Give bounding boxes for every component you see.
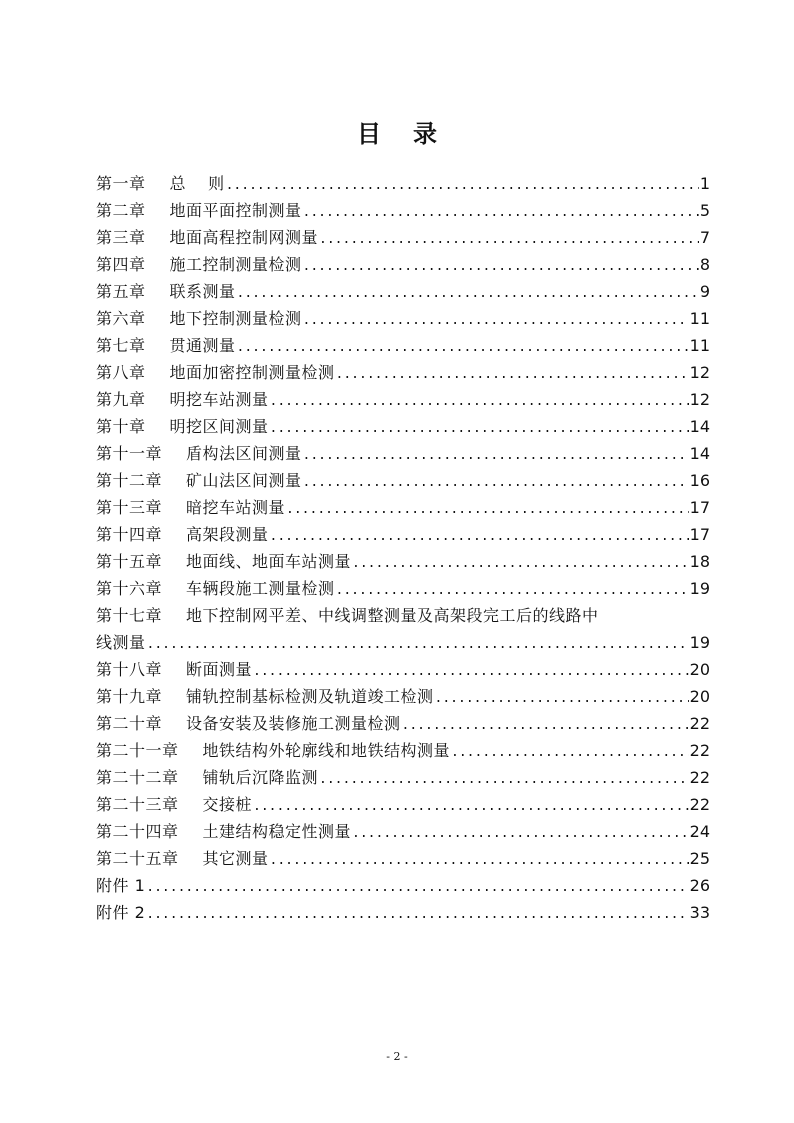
toc-appendix-entry[interactable] bbox=[96, 872, 710, 899]
toc-entry[interactable] bbox=[96, 845, 710, 872]
toc-entry[interactable] bbox=[96, 683, 710, 710]
toc-entry[interactable] bbox=[96, 791, 710, 818]
toc-entry[interactable] bbox=[96, 440, 710, 467]
toc-page-number: 20 bbox=[689, 660, 710, 679]
toc-page-number: 22 bbox=[689, 714, 710, 733]
toc-entry[interactable] bbox=[96, 386, 710, 413]
toc-leader bbox=[319, 226, 699, 251]
toc-title: 地面平面控制测量 bbox=[169, 201, 302, 220]
toc-chapter: 第二十五章 bbox=[96, 849, 179, 868]
toc-title: 设备安装及装修施工测量检测 bbox=[186, 714, 401, 733]
toc-chapter: 第二十章 bbox=[96, 714, 163, 733]
toc-title: 明挖车站测量 bbox=[169, 390, 269, 409]
toc-entry[interactable] bbox=[96, 224, 710, 251]
toc-title: 施工控制测量检测 bbox=[169, 255, 302, 274]
toc-appendix-title: 附件 1 bbox=[96, 876, 146, 895]
toc-page-number: 8 bbox=[699, 255, 710, 274]
title-char-right: 录 bbox=[413, 120, 437, 148]
toc-chapter: 第二十四章 bbox=[96, 822, 179, 841]
toc-title: 铺轨控制基标检测及轨道竣工检测 bbox=[186, 687, 434, 706]
toc-chapter: 第二十三章 bbox=[96, 795, 179, 814]
toc-title: 地面加密控制测量检测 bbox=[169, 363, 335, 382]
toc-title: 地下控制网平差、中线调整测量及高架段完工后的线路中 bbox=[186, 606, 599, 625]
toc-page-number: 9 bbox=[699, 282, 710, 301]
toc-title: 地下控制测量检测 bbox=[169, 309, 302, 328]
toc-page-number: 22 bbox=[689, 741, 710, 760]
toc-page-number: 33 bbox=[689, 903, 710, 922]
toc-page-number: 19 bbox=[689, 579, 710, 598]
toc-title: 地铁结构外轮廓线和地铁结构测量 bbox=[202, 741, 451, 760]
toc-title: 其它测量 bbox=[202, 849, 269, 868]
toc-page-number: 26 bbox=[689, 876, 710, 895]
toc-chapter: 第十三章 bbox=[96, 498, 163, 517]
toc-leader bbox=[336, 577, 689, 602]
toc-chapter: 第二十二章 bbox=[96, 768, 179, 787]
toc-appendix-title: 附件 2 bbox=[96, 903, 146, 922]
toc-chapter: 第十四章 bbox=[96, 525, 163, 544]
toc-entry[interactable] bbox=[96, 575, 710, 602]
toc-leader bbox=[270, 523, 689, 548]
toc-page-number: 16 bbox=[689, 471, 710, 490]
toc-chapter: 第九章 bbox=[96, 390, 146, 409]
toc-chapter: 第三章 bbox=[96, 228, 146, 247]
toc-leader bbox=[226, 172, 699, 197]
toc-title: 地面线、地面车站测量 bbox=[186, 552, 352, 571]
page-footer-number: - 2 - bbox=[386, 1050, 408, 1063]
toc-leader bbox=[435, 685, 689, 710]
toc-title: 贯通测量 bbox=[169, 336, 236, 355]
toc-title: 总 则 bbox=[169, 174, 225, 193]
toc-leader bbox=[270, 847, 689, 872]
toc-leader bbox=[352, 820, 689, 845]
toc-leader bbox=[237, 280, 699, 305]
toc-leader bbox=[451, 739, 689, 764]
toc-chapter: 第四章 bbox=[96, 255, 146, 274]
toc-leader bbox=[303, 469, 689, 494]
toc-entry[interactable] bbox=[96, 305, 710, 332]
toc-leader bbox=[319, 766, 689, 791]
toc-page-number: 11 bbox=[689, 309, 710, 328]
toc-title: 矿山法区间测量 bbox=[186, 471, 302, 490]
toc-leader bbox=[303, 199, 699, 224]
toc-page-number: 22 bbox=[689, 795, 710, 814]
toc-entry-line-1 bbox=[96, 602, 710, 629]
toc-page-number: 1 bbox=[699, 174, 710, 193]
toc-entry[interactable] bbox=[96, 413, 710, 440]
toc-title: 土建结构稳定性测量 bbox=[202, 822, 352, 841]
toc-page-number: 20 bbox=[689, 687, 710, 706]
title-char-left: 目 bbox=[357, 120, 381, 148]
toc-leader bbox=[303, 442, 689, 467]
toc-entry[interactable] bbox=[96, 467, 710, 494]
toc-chapter: 第八章 bbox=[96, 363, 146, 382]
toc-entry-wrapped[interactable] bbox=[96, 602, 710, 656]
toc-entry[interactable] bbox=[96, 737, 710, 764]
toc-leader bbox=[146, 901, 688, 926]
toc-entry[interactable] bbox=[96, 764, 710, 791]
toc-page-number: 12 bbox=[689, 390, 710, 409]
toc-entry-line-2 bbox=[96, 629, 710, 656]
toc-entry[interactable] bbox=[96, 521, 710, 548]
toc-leader bbox=[237, 334, 689, 359]
toc-leader bbox=[402, 712, 689, 737]
toc-page-number: 5 bbox=[699, 201, 710, 220]
toc-leader bbox=[352, 550, 689, 575]
toc-chapter: 第七章 bbox=[96, 336, 146, 355]
toc-chapter: 第十一章 bbox=[96, 444, 163, 463]
toc-title: 交接桩 bbox=[202, 795, 253, 814]
table-of-contents bbox=[96, 170, 710, 926]
toc-page-number: 18 bbox=[689, 552, 710, 571]
toc-page-number: 11 bbox=[689, 336, 710, 355]
toc-chapter: 第十五章 bbox=[96, 552, 163, 571]
toc-page-number: 7 bbox=[699, 228, 710, 247]
toc-entry[interactable] bbox=[96, 494, 710, 521]
toc-chapter: 第一章 bbox=[96, 174, 146, 193]
toc-page-number: 22 bbox=[689, 768, 710, 787]
toc-leader bbox=[303, 307, 689, 332]
toc-title: 明挖区间测量 bbox=[169, 417, 269, 436]
toc-page-number: 19 bbox=[689, 633, 710, 652]
toc-entry[interactable] bbox=[96, 548, 710, 575]
toc-chapter: 第二章 bbox=[96, 201, 146, 220]
toc-entry[interactable] bbox=[96, 251, 710, 278]
toc-title-continued: 线测量 bbox=[96, 633, 146, 652]
toc-chapter: 第二十一章 bbox=[96, 741, 179, 760]
toc-leader bbox=[303, 253, 699, 278]
toc-page-number: 24 bbox=[689, 822, 710, 841]
toc-title: 车辆段施工测量检测 bbox=[186, 579, 335, 598]
toc-appendix-entry[interactable] bbox=[96, 899, 710, 926]
toc-entry[interactable] bbox=[96, 278, 710, 305]
toc-entry[interactable] bbox=[96, 710, 710, 737]
toc-leader bbox=[270, 415, 689, 440]
toc-page-number: 14 bbox=[689, 417, 710, 436]
toc-entry[interactable] bbox=[96, 818, 710, 845]
toc-leader bbox=[336, 361, 689, 386]
toc-entry[interactable] bbox=[96, 656, 710, 683]
toc-chapter: 第十二章 bbox=[96, 471, 163, 490]
toc-title: 铺轨后沉降监测 bbox=[202, 768, 319, 787]
toc-entry[interactable] bbox=[96, 332, 710, 359]
page-title bbox=[0, 116, 794, 152]
toc-chapter: 第十七章 bbox=[96, 606, 163, 625]
toc-entry[interactable] bbox=[96, 359, 710, 386]
toc-leader bbox=[253, 658, 689, 683]
toc-chapter: 第十八章 bbox=[96, 660, 163, 679]
toc-leader bbox=[270, 388, 689, 413]
toc-leader bbox=[147, 631, 689, 656]
toc-leader bbox=[146, 874, 688, 899]
toc-page-number: 25 bbox=[689, 849, 710, 868]
toc-leader bbox=[286, 496, 689, 521]
toc-page-number: 14 bbox=[689, 444, 710, 463]
toc-title: 断面测量 bbox=[186, 660, 253, 679]
toc-chapter: 第五章 bbox=[96, 282, 146, 301]
toc-title: 盾构法区间测量 bbox=[186, 444, 302, 463]
toc-chapter: 第十六章 bbox=[96, 579, 163, 598]
toc-title: 地面高程控制网测量 bbox=[169, 228, 319, 247]
toc-title: 暗挖车站测量 bbox=[186, 498, 286, 517]
toc-page-number: 17 bbox=[689, 525, 710, 544]
toc-chapter: 第十章 bbox=[96, 417, 146, 436]
toc-title: 高架段测量 bbox=[186, 525, 269, 544]
toc-page-number: 12 bbox=[689, 363, 710, 382]
toc-leader bbox=[253, 793, 689, 818]
toc-title: 联系测量 bbox=[169, 282, 236, 301]
toc-chapter: 第十九章 bbox=[96, 687, 163, 706]
toc-entry[interactable] bbox=[96, 170, 710, 197]
toc-page-number: 17 bbox=[689, 498, 710, 517]
toc-chapter: 第六章 bbox=[96, 309, 146, 328]
toc-entry[interactable] bbox=[96, 197, 710, 224]
